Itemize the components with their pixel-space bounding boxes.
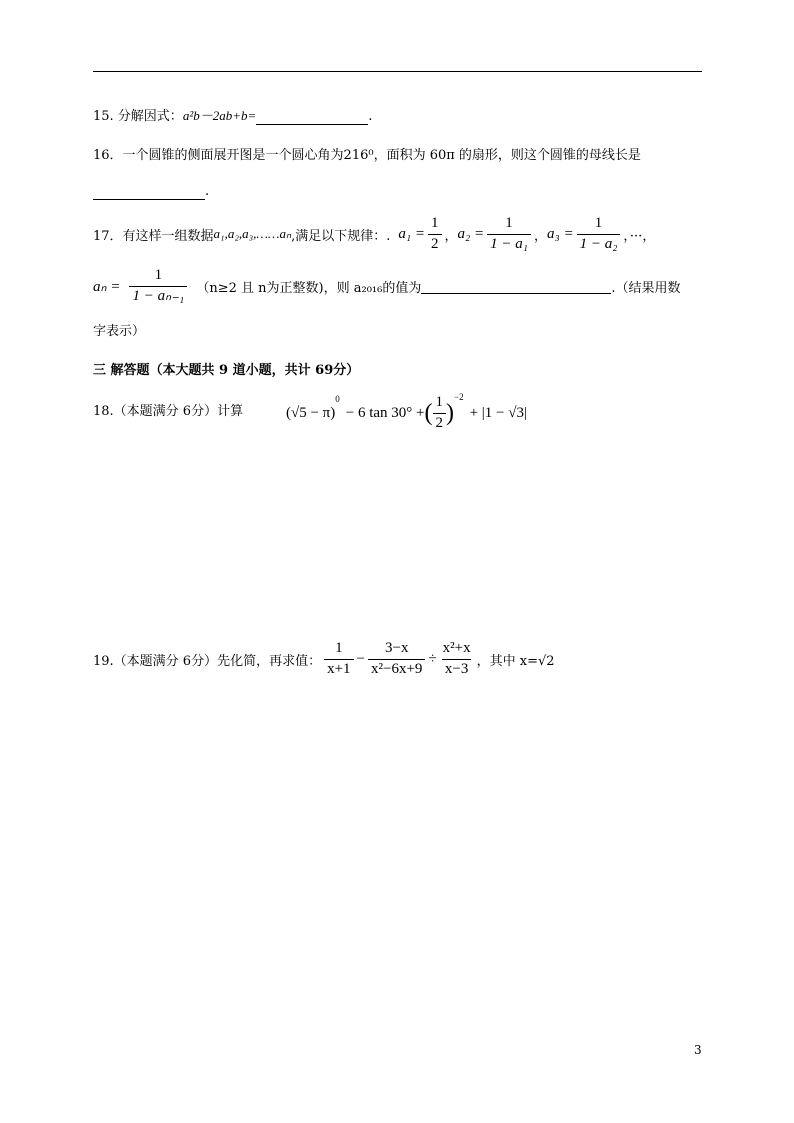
q17-a3-denominator: 1 − a₂	[577, 234, 621, 253]
q17-a3-fraction	[577, 215, 621, 253]
q17-a1-lhs: a₁ =	[398, 225, 426, 242]
q17-intro: 17．有这样一组数据	[93, 228, 214, 244]
q17-an-lhs: aₙ =	[93, 278, 121, 295]
q17-condition: （n≥2 且 n为正整数)，则 a₂₀₁₆的值为	[196, 280, 422, 296]
q18-expr-b: − 6 tan 30° +	[345, 404, 425, 421]
q18-exponent-zero: 0	[335, 394, 340, 404]
q19-f3-denominator: x−3	[442, 659, 471, 678]
section-3-heading	[93, 359, 359, 378]
q18-half-denominator: 2	[433, 413, 447, 432]
q18-exponent-neg2: −2	[454, 392, 464, 402]
q17-a2-lhs: a₂ =	[457, 225, 485, 242]
question-18-expression: (√5 − π) 0 − 6 tan 30° + ( $\frac{1}{2}$ ) $^{-2}$ + |1 − √3|	[286, 392, 528, 431]
page-number: 3	[694, 1043, 702, 1057]
question-17-line2	[93, 266, 680, 306]
question-16-answer-line	[93, 184, 209, 200]
q15-expression: a²b－2ab+b=	[182, 108, 257, 123]
q18-half-fraction	[433, 394, 447, 432]
q17-an-fraction	[123, 267, 193, 305]
q17-a2-fraction	[487, 215, 531, 253]
q17-a3-numerator: 1	[594, 215, 603, 232]
question-16	[93, 144, 641, 163]
q19-f2-denominator: x²−6x+9	[368, 659, 425, 678]
question-17-line1: 17．有这样一组数据 a₁,a₂,a₃,……aₙ ,满足以下规律：. a₁ = $\frac{1}{2}$ ， a₂ = $\frac{1}{\text{1 − a₁}}$ ， a₃ = $\frac{1}{\text{1 − a₂}}$ ，···，	[93, 215, 656, 252]
q18-label: 18.（本题满分 6分）计算	[93, 404, 244, 419]
q18-expr-a: (√5 − π)	[286, 404, 336, 421]
q19-f1-denominator: x+1	[324, 659, 353, 678]
q17-a1-denominator: 2	[428, 234, 442, 253]
q19-divide: ÷	[428, 650, 437, 667]
q17-answer-blank	[421, 278, 611, 294]
q17-rule-text: ,满足以下规律：.	[291, 228, 391, 244]
q17-a2-numerator: 1	[505, 215, 513, 232]
q16-answer-blank	[93, 184, 205, 200]
q19-fraction-1	[324, 640, 353, 678]
q17-tail2: 字表示）	[93, 324, 146, 339]
q17-an-denominator: 1 − aₙ₋₁	[129, 286, 187, 305]
q18-half-numerator: 1	[435, 394, 444, 411]
q19-where: ，其中 x=√2	[476, 653, 555, 669]
q19-fraction-3	[440, 640, 474, 678]
q17-a2-denominator: 1 − a₁	[487, 234, 531, 253]
q19-minus: −	[356, 650, 366, 667]
q17-a1-numerator: 1	[431, 215, 439, 232]
q18-expr-c: + |1 − √3|	[469, 404, 528, 421]
q19-label: 19.（本题满分 6分）先化简，再求值：	[93, 653, 322, 669]
header-rule	[93, 71, 702, 72]
question-19	[93, 636, 555, 682]
q17-an-numerator: 1	[154, 267, 163, 284]
q17-a3-lhs: a₃ =	[546, 225, 574, 242]
q17-tail: .（结果用数	[611, 280, 681, 296]
q17-ellipsis: ，···，	[623, 228, 656, 244]
q19-f3-numerator: x²+x	[442, 640, 471, 657]
q16-period: .	[205, 184, 210, 199]
q19-f1-numerator: 1	[335, 640, 343, 657]
q17-sequence: a₁,a₂,a₃,……aₙ	[213, 226, 292, 241]
q19-fraction-2	[368, 640, 425, 678]
q19-f2-numerator: 3−x	[384, 640, 409, 657]
question-17-line3	[93, 320, 145, 339]
q15-answer-blank	[256, 109, 368, 125]
q17-a1-fraction	[428, 215, 442, 253]
q15-period: .	[368, 109, 373, 124]
section-3-title: 三 解答题（本大题共 9 道小题，共计 69分）	[93, 363, 360, 378]
q16-text: 16．一个圆锥的侧面展开图是一个圆心角为216⁰，面积为 60π 的扇形，则这个圆锥的母线长是	[93, 148, 641, 163]
question-15	[93, 105, 372, 125]
question-18-label	[93, 400, 243, 419]
q15-label: 15. 分解因式：	[93, 109, 183, 124]
